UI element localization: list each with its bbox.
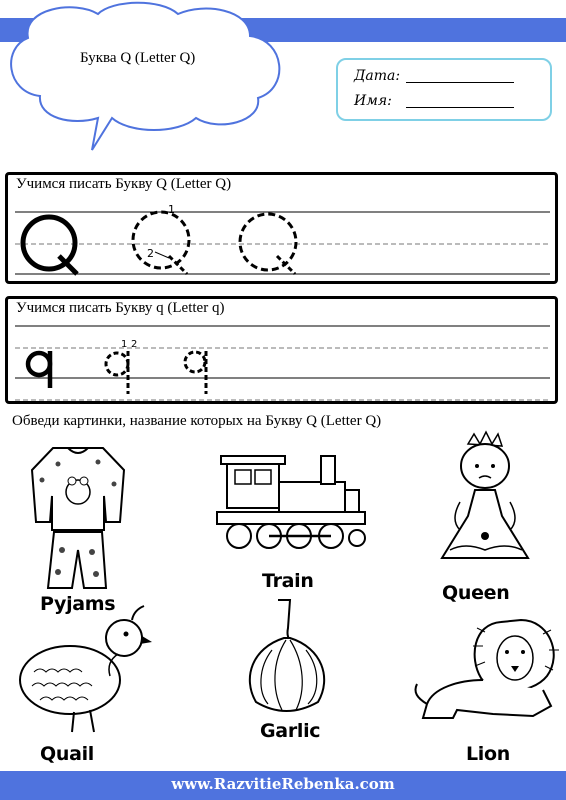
solid-letter-Q <box>23 217 77 274</box>
name-label: Имя: <box>354 93 392 109</box>
label-queen: Queen <box>442 582 510 604</box>
date-line[interactable] <box>406 82 514 83</box>
uppercase-panel <box>5 172 558 284</box>
label-lion: Lion <box>466 743 510 765</box>
trace-letter-Q-1[interactable] <box>133 212 189 274</box>
uppercase-title: Учимся писать Букву Q (Letter Q) <box>16 176 232 192</box>
speech-cloud <box>0 0 300 150</box>
queen-icon[interactable] <box>430 432 540 572</box>
trace-letter-q-2[interactable] <box>185 351 206 394</box>
quail-icon[interactable] <box>14 602 144 742</box>
label-train: Train <box>262 570 314 592</box>
train-icon[interactable] <box>217 452 367 552</box>
garlic-icon[interactable] <box>242 598 332 718</box>
date-name-box <box>336 58 552 121</box>
lion-icon[interactable] <box>413 618 563 728</box>
stroke-number-2: 2 <box>131 339 138 350</box>
name-line[interactable] <box>406 107 514 108</box>
stroke-number-1: 1 <box>121 339 128 350</box>
instruction-text: Обведи картинки, название которых на Букву Q (Letter Q) <box>12 413 382 429</box>
stroke-number-1: 1 <box>168 203 175 216</box>
solid-letter-q <box>28 351 50 388</box>
pajamas-icon[interactable] <box>28 440 128 590</box>
label-pyjams: Pyjams <box>40 593 116 615</box>
footer-url[interactable]: www.RazvitieRebenka.com <box>171 775 395 793</box>
lowercase-guidelines <box>5 296 558 404</box>
page-title: Буква Q (Letter Q) <box>80 50 196 66</box>
label-garlic: Garlic <box>260 720 321 742</box>
lowercase-panel <box>5 296 558 404</box>
stroke-number-2: 2 <box>147 247 154 260</box>
trace-letter-q-1[interactable] <box>106 351 128 394</box>
label-quail: Quail <box>40 743 95 765</box>
uppercase-guidelines <box>5 172 558 284</box>
lowercase-title: Учимся писать Букву q (Letter q) <box>16 300 225 316</box>
date-label: Дата: <box>354 68 401 84</box>
